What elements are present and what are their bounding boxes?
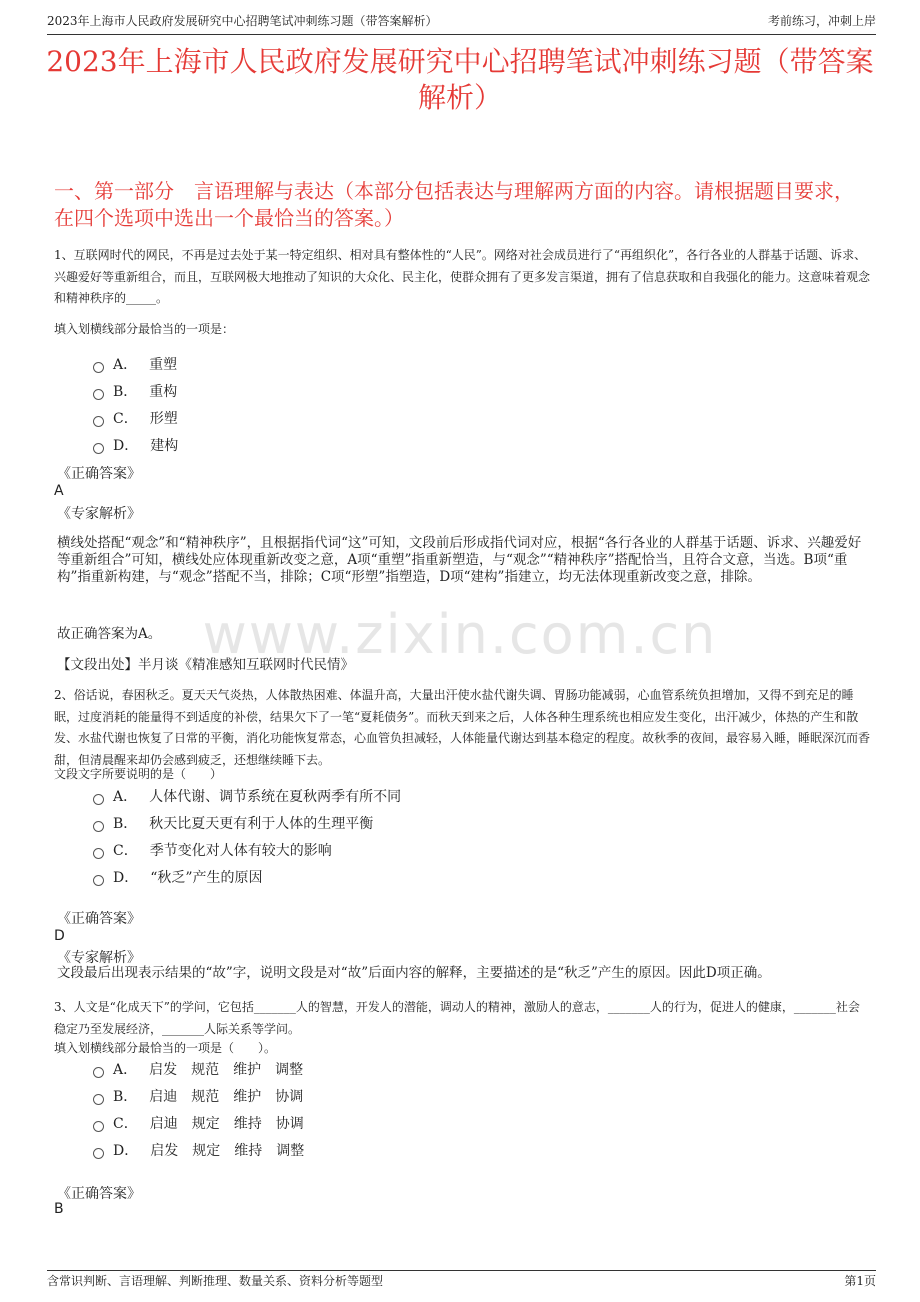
option-text: 秋天比夏天更有利于人体的生理平衡 bbox=[149, 816, 374, 832]
option-text: 季节变化对人体有较大的影响 bbox=[149, 843, 332, 859]
q1-analysis-label: 《专家解析》 bbox=[57, 506, 141, 522]
option-text: 启发 规范 维护 调整 bbox=[149, 1062, 304, 1078]
radio-icon[interactable] bbox=[93, 875, 104, 886]
q1-answer: A bbox=[54, 483, 64, 499]
q1-answer-label: 《正确答案》 bbox=[57, 466, 141, 482]
q2-prompt: 文段文字所要说明的是（ ） bbox=[54, 767, 223, 781]
option-letter: B． bbox=[113, 384, 138, 400]
page-header bbox=[47, 12, 876, 35]
q1-option-d[interactable] bbox=[93, 435, 178, 455]
radio-icon[interactable] bbox=[93, 443, 104, 454]
q3-stem: 3、人文是“化成天下”的学问，它包括_______人的智慧，开发人的潜能，调动人的精神，激励人的意志，_______人的行为，促进人的健康，_______社会稳定乃至发展经济，_______人际关系等学问。 bbox=[54, 1000, 860, 1036]
radio-icon[interactable] bbox=[93, 389, 104, 400]
q3-option-c[interactable] bbox=[93, 1113, 304, 1133]
option-text: 重构 bbox=[149, 384, 178, 400]
q2-option-c[interactable] bbox=[93, 840, 332, 860]
q1-option-c[interactable] bbox=[93, 408, 178, 428]
header-slogan: 考前练习，冲刺上岸 bbox=[767, 14, 876, 28]
option-letter: C． bbox=[113, 411, 138, 427]
option-letter: A． bbox=[113, 357, 138, 373]
option-letter: C． bbox=[113, 843, 138, 859]
q2-analysis: 文段最后出现表示结果的“故”字，说明文段是对“故”后面内容的解释，主要描述的是“秋乏”产生的原因。因此D项正确。 bbox=[57, 965, 771, 981]
option-text: “秋乏”产生的原因 bbox=[150, 870, 263, 886]
q1-option-b[interactable] bbox=[93, 381, 177, 401]
q2-option-a[interactable] bbox=[93, 786, 401, 806]
q3-answer: B bbox=[54, 1201, 64, 1217]
option-text: 启迪 规定 维持 协调 bbox=[149, 1116, 304, 1132]
radio-icon[interactable] bbox=[93, 821, 104, 832]
q3-option-b[interactable] bbox=[93, 1086, 303, 1106]
option-text: 人体代谢、调节系统在夏秋两季有所不同 bbox=[149, 789, 402, 805]
option-letter: A． bbox=[113, 1062, 138, 1078]
q1-option-a[interactable] bbox=[93, 354, 177, 374]
q2-answer: D bbox=[54, 928, 65, 944]
q2-analysis-label: 《专家解析》 bbox=[57, 950, 141, 966]
q1-conclusion: 故正确答案为A。 bbox=[57, 626, 162, 642]
option-text: 启迪 规范 维护 协调 bbox=[149, 1089, 304, 1105]
q2-option-b[interactable] bbox=[93, 813, 373, 833]
option-text: 重塑 bbox=[149, 357, 178, 373]
q1-source: 【文段出处】半月谈《精准感知互联网时代民情》 bbox=[57, 657, 354, 673]
section-heading: 一、第一部分 言语理解与表达（本部分包括表达与理解两方面的内容。请根据题目要求，在四个选项中选出一个最恰当的答案。） bbox=[54, 179, 854, 230]
radio-icon[interactable] bbox=[93, 1067, 104, 1078]
page-title: 2023年上海市人民政府发展研究中心招聘笔试冲刺练习题（带答案解析） bbox=[46, 45, 874, 114]
option-letter: B． bbox=[113, 816, 138, 832]
option-text: 启发 规定 维持 调整 bbox=[150, 1143, 305, 1159]
q3-answer-label: 《正确答案》 bbox=[57, 1186, 141, 1202]
radio-icon[interactable] bbox=[93, 1148, 104, 1159]
option-letter: D． bbox=[113, 438, 139, 454]
q1-prompt: 填入划横线部分最恰当的一项是： bbox=[54, 322, 235, 336]
radio-icon[interactable] bbox=[93, 362, 104, 373]
radio-icon[interactable] bbox=[93, 848, 104, 859]
q3-option-a[interactable] bbox=[93, 1059, 303, 1079]
option-letter: D． bbox=[113, 1143, 139, 1159]
q3-option-d[interactable] bbox=[93, 1140, 304, 1160]
option-text: 形塑 bbox=[149, 411, 178, 427]
radio-icon[interactable] bbox=[93, 1121, 104, 1132]
option-letter: D． bbox=[113, 870, 139, 886]
option-letter: A． bbox=[113, 789, 138, 805]
watermark: www.zixin.com.cn bbox=[202, 603, 718, 666]
q3-prompt: 填入划横线部分最恰当的一项是（ ）。 bbox=[54, 1041, 277, 1055]
radio-icon[interactable] bbox=[93, 794, 104, 805]
page-footer bbox=[47, 1270, 876, 1289]
option-letter: B． bbox=[113, 1089, 138, 1105]
option-letter: C． bbox=[113, 1116, 138, 1132]
q2-option-d[interactable] bbox=[93, 867, 263, 887]
radio-icon[interactable] bbox=[93, 1094, 104, 1105]
q1-analysis: 横线处搭配“观念”和“精神秩序”，且根据指代词“这”可知，文段前后形成指代词对应，根据“各行各业的人群基于话题、诉求、兴趣爱好等重新组合”可知，横线处应体现重新改变之意，A项“重塑”指重新塑造，与“观念”“精神秩序”搭配恰当，且符合文意，当选。B项“重构”指重新构建，与“观念”搭配不当，排除；C项“形塑”指塑造，D项“建构”指建立，均无法体现重新改变之意，排除。 bbox=[57, 535, 862, 585]
radio-icon[interactable] bbox=[93, 416, 104, 427]
option-text: 建构 bbox=[150, 438, 179, 454]
q2-answer-label: 《正确答案》 bbox=[57, 911, 141, 927]
q2-stem: 2、俗话说，春困秋乏。夏天天气炎热，人体散热困难、体温升高，大量出汗使水盐代谢失调、胃肠功能减弱，心血管系统负担增加，又得不到充足的睡眠，过度消耗的能量得不到适度的补偿，结果欠下了一笔“夏耗债务”。而秋天到来之后，人体各种生理系统也相应发生变化，出汗减少，体热的产生和散发、水盐代谢也恢复了日常的平衡，消化功能恢复常态，心血管负担减轻，人体能量代谢达到基本稳定的程度。故秋季的夜间，最容易入睡，睡眠深沉而香甜，但清晨醒来却仍会感到疲乏，还想继续睡下去。 bbox=[54, 688, 871, 767]
page-number: 第1页 bbox=[844, 1274, 876, 1288]
header-doc-title: 2023年上海市人民政府发展研究中心招聘笔试冲刺练习题（带答案解析） bbox=[47, 14, 438, 28]
footer-question-types: 含常识判断、言语理解、判断推理、数量关系、资料分析等题型 bbox=[47, 1274, 384, 1288]
q1-stem: 1、互联网时代的网民，不再是过去处于某一特定组织、相对具有整体性的“人民”。网络对社会成员进行了“再组织化”，各行各业的人群基于话题、诉求、兴趣爱好等重新组合，而且，互联网极大地推动了知识的大众化、民主化，使群众拥有了更多发言渠道，拥有了信息获取和自我强化的能力。这意味着观念和精神秩序的_____。 bbox=[54, 248, 871, 305]
